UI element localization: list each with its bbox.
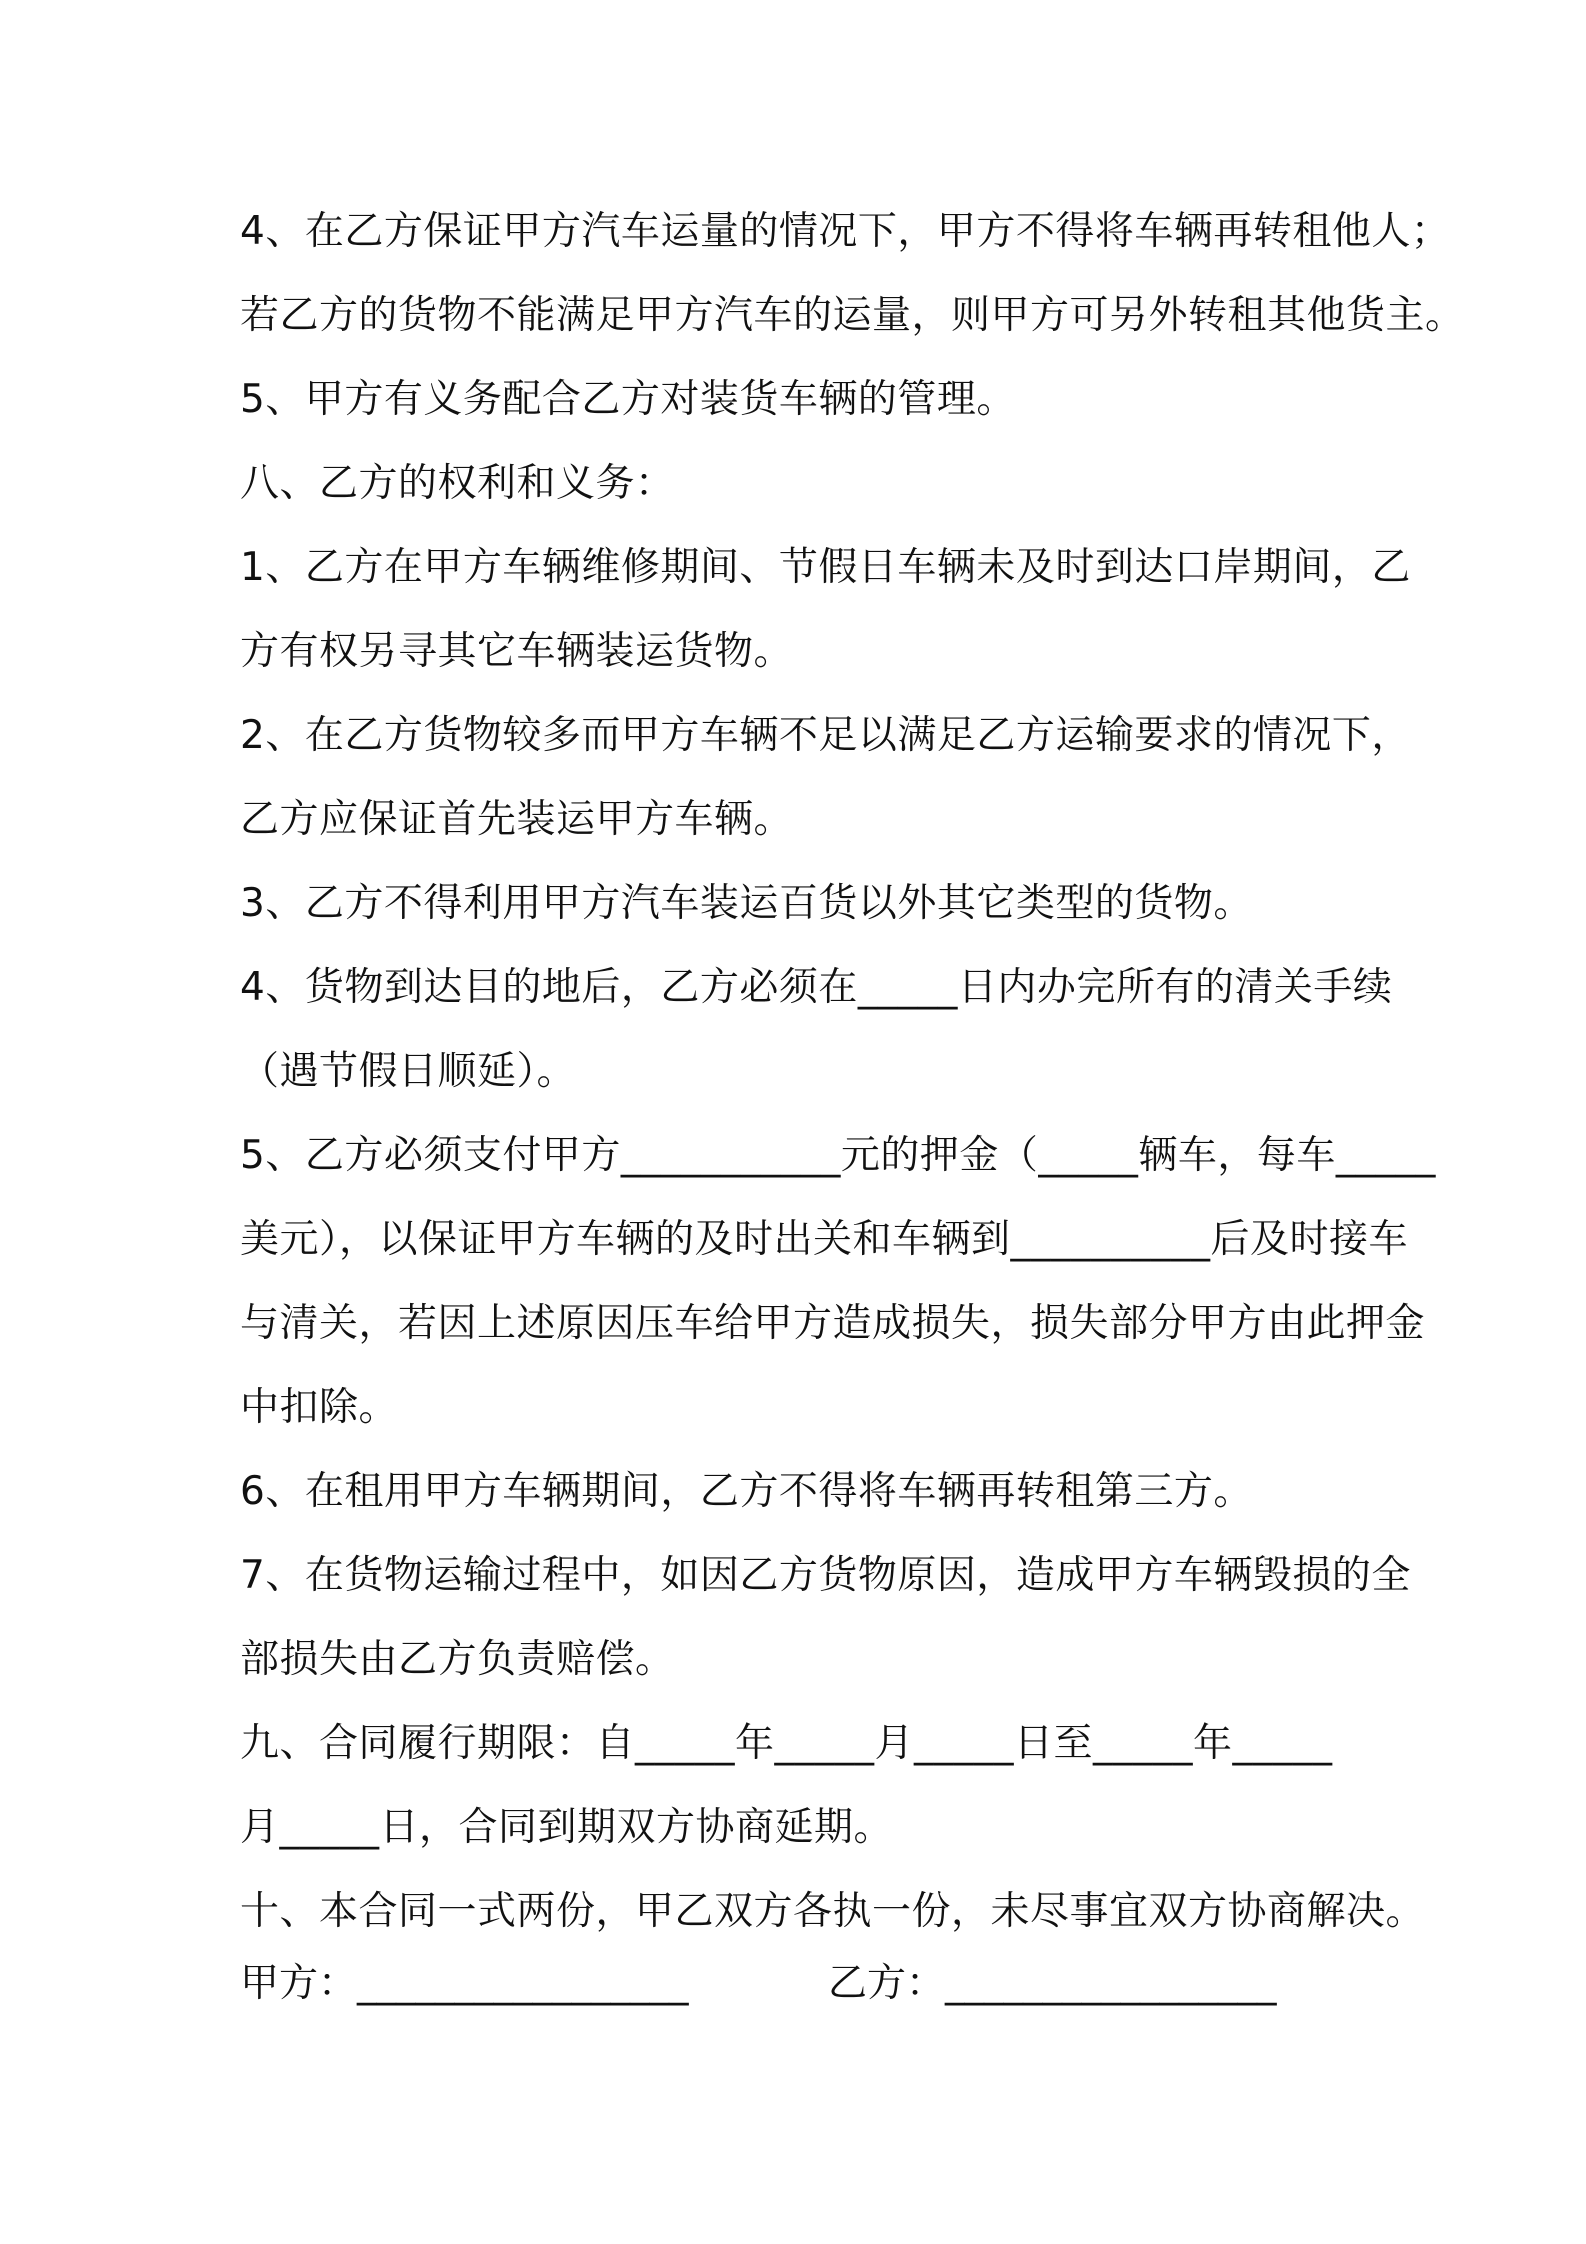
- paragraph-line: 月_____日，合同到期双方协商延期。: [240, 1805, 894, 1850]
- section-heading: 八、乙方的权利和义务：: [240, 461, 675, 506]
- section-heading: 九、合同履行期限：自_____年_____月_____日至_____年_____: [240, 1721, 1333, 1766]
- paragraph-line: 4、在乙方保证甲方汽车运量的情况下，甲方不得将车辆再转租他人；: [240, 209, 1451, 254]
- party-b-signature-line: 乙方：_________________: [828, 1961, 1277, 2006]
- paragraph-line: 若乙方的货物不能满足甲方汽车的运量，则甲方可另外转租其他货主。: [240, 293, 1465, 338]
- paragraph-line: 5、乙方必须支付甲方___________元的押金（_____辆车，每车_____: [240, 1133, 1436, 1178]
- section-heading: 十、本合同一式两份，甲乙双方各执一份，未尽事宜双方协商解决。: [240, 1889, 1426, 1934]
- paragraph-line: 7、在货物运输过程中，如因乙方货物原因，造成甲方车辆毁损的全: [240, 1553, 1411, 1598]
- paragraph-line: （遇节假日顺延）。: [240, 1049, 577, 1094]
- paragraph-line: 中扣除。: [240, 1385, 399, 1430]
- paragraph-line: 3、乙方不得利用甲方汽车装运百货以外其它类型的货物。: [240, 881, 1253, 926]
- paragraph-line: 5、甲方有义务配合乙方对装货车辆的管理。: [240, 377, 1016, 422]
- paragraph-line: 4、货物到达目的地后，乙方必须在_____日内办完所有的清关手续: [240, 965, 1393, 1010]
- paragraph-line: 美元），以保证甲方车辆的及时出关和车辆到__________后及时接车: [240, 1217, 1409, 1262]
- party-a-signature-line: 甲方：_________________: [240, 1961, 689, 2006]
- paragraph-line: 2、在乙方货物较多而甲方车辆不足以满足乙方运输要求的情况下，: [240, 713, 1411, 758]
- paragraph-line: 与清关，若因上述原因压车给甲方造成损失，损失部分甲方由此押金: [240, 1301, 1426, 1346]
- paragraph-line: 乙方应保证首先装运甲方车辆。: [240, 797, 794, 842]
- paragraph-line: 1、乙方在甲方车辆维修期间、节假日车辆未及时到达口岸期间，乙: [240, 545, 1411, 590]
- paragraph-line: 6、在租用甲方车辆期间，乙方不得将车辆再转租第三方。: [240, 1469, 1253, 1514]
- paragraph-line: 部损失由乙方负责赔偿。: [240, 1637, 675, 1682]
- paragraph-line: 方有权另寻其它车辆装运货物。: [240, 629, 794, 674]
